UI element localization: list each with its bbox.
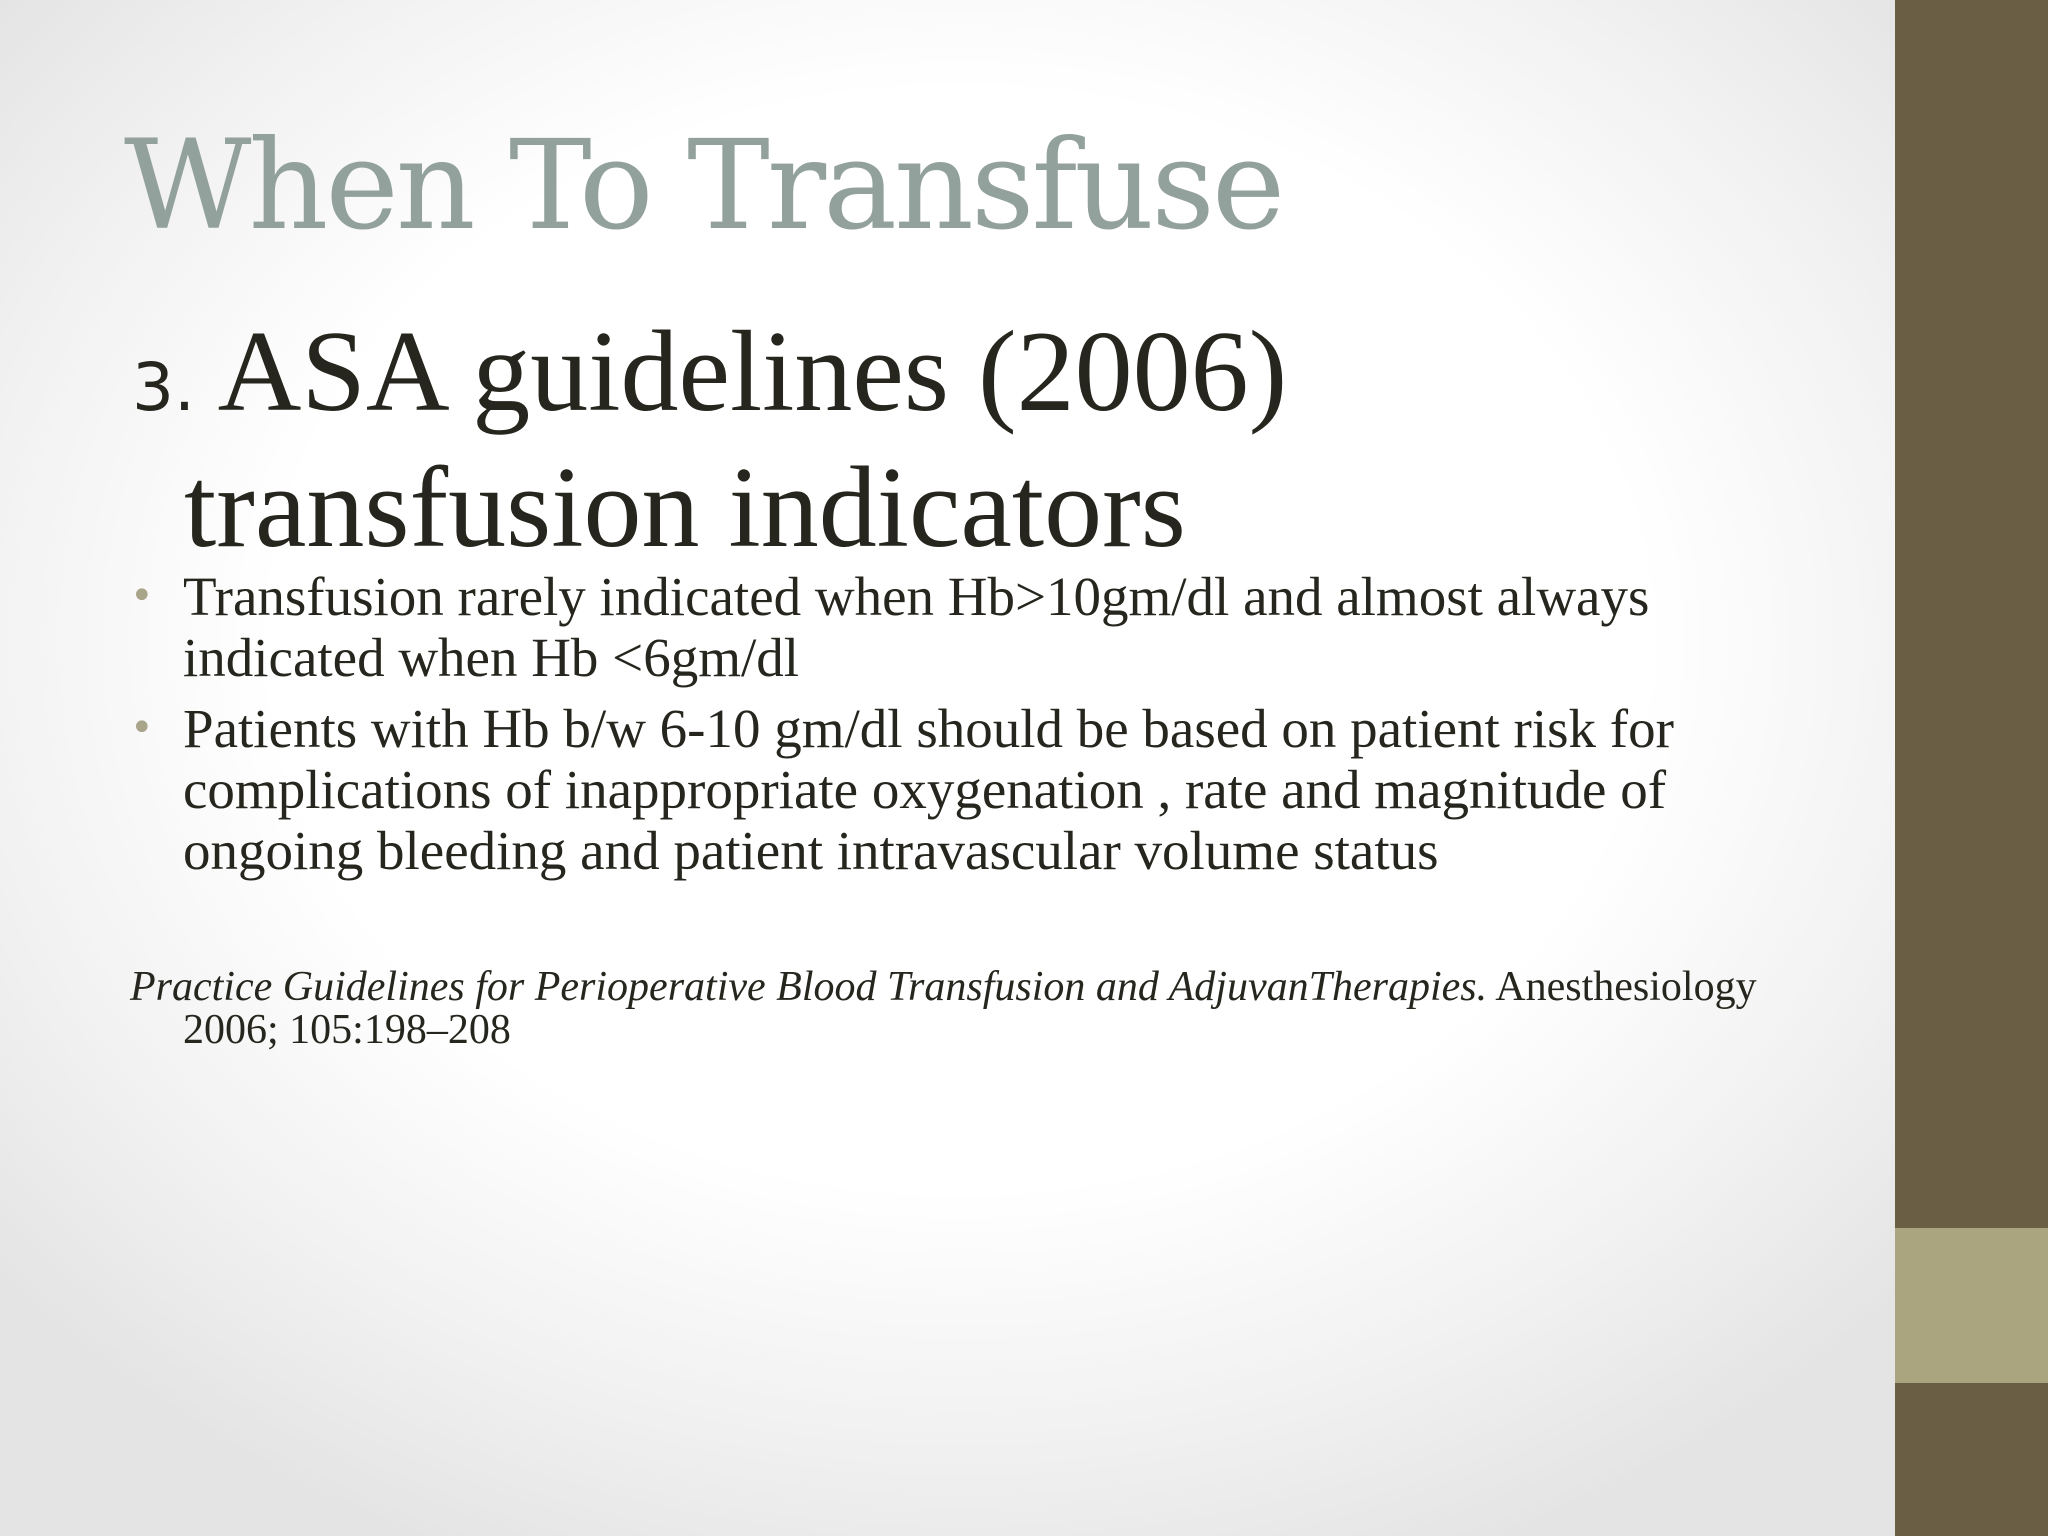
bullet-text-line: indicated when Hb <6gm/dl [183, 627, 800, 688]
citation-line-1 [130, 966, 1910, 1009]
bullet-list [130, 566, 1885, 891]
bullet-text-line: complications of inappropriate oxygenation , rate and magnitude of [183, 759, 1667, 820]
bullet-item [130, 566, 1885, 688]
citation-journal: Anesthesiology [1487, 964, 1757, 1010]
citation [130, 966, 1910, 1052]
section-heading [132, 308, 1832, 572]
bullet-text-line: Patients with Hb b/w 6-10 gm/dl should be based on patient risk for [183, 698, 1674, 759]
bullet-text-line: Transfusion rarely indicated when Hb>10gm/dl and almost always [183, 566, 1650, 627]
bullet-item [130, 698, 1885, 881]
heading-line-1: ASA guidelines (2006) [194, 308, 1288, 436]
slide-title: When To Transfuse [124, 114, 1283, 258]
sidebar-band-bottom [1895, 1383, 2048, 1536]
sidebar-band-top [1895, 0, 2048, 1228]
bullet-text-line: ongoing bleeding and patient intravascular volume status [183, 820, 1439, 881]
sidebar-band-middle [1895, 1228, 2048, 1383]
bullet-dot-icon: • [130, 705, 154, 751]
citation-title: Practice Guidelines for Perioperative Blood Transfusion and AdjuvanTherapies. [130, 964, 1488, 1010]
heading-line-2: transfusion indicators [184, 444, 1186, 572]
heading-number: 3. [132, 349, 195, 426]
bullet-dot-icon: • [130, 573, 154, 619]
citation-line-2: 2006; 105:198–208 [183, 1007, 511, 1053]
